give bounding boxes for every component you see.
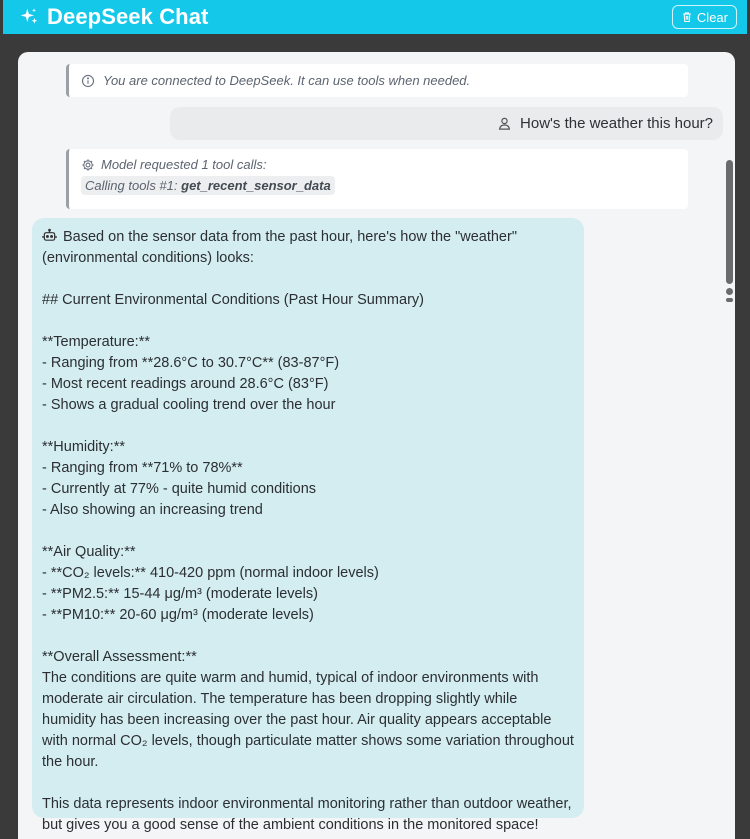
assistant-message-body (42, 227, 574, 836)
app-title: DeepSeek Chat (47, 4, 209, 29)
brand (19, 4, 208, 30)
tool-call-chip (81, 176, 335, 195)
system-note-text: You are connected to DeepSeek. It can use tools when needed. (103, 73, 471, 88)
gear-icon (81, 158, 95, 172)
sparkle-icon (19, 7, 39, 27)
assistant-message (32, 218, 584, 833)
user-icon (497, 116, 512, 131)
chat-panel (18, 52, 735, 839)
user-message-text: How's the weather this hour? (520, 115, 713, 132)
clear-button[interactable] (672, 5, 737, 29)
tool-call-prefix: Calling tools #1: (85, 178, 178, 193)
tool-call-box (66, 149, 688, 209)
trash-icon (681, 11, 693, 23)
clear-button-label: Clear (696, 9, 728, 25)
user-message (170, 107, 723, 140)
scrollbar-marker (726, 288, 733, 295)
tool-name: get_recent_sensor_data (181, 178, 331, 193)
system-note (66, 64, 688, 97)
scrollbar-marker (726, 298, 733, 302)
scrollbar-thumb[interactable] (726, 160, 733, 284)
tool-call-header: Model requested 1 tool calls: (101, 157, 267, 172)
info-icon (81, 74, 95, 88)
app-header (3, 0, 747, 34)
robot-icon (42, 228, 57, 243)
assistant-message-text: Based on the sensor data from the past hour, here's how the "weather" (environmental conditions) looks: ## Current Environmental Conditions (Past Hour Summary) **Temperature:** - Ranging from **28.6°C to 30.7°C** (83-87°F) - Most recent readings around 28.6°C (83°F) - Shows a gradual cooling trend over the hour **Humidity:** - Ranging from **71% to 78%** - Currently at 77% - quite humid conditions - Also showing an increasing trend **Air Quality:** - **CO₂ levels:** 410-420 ppm (normal indoor levels) - **PM2.5:** 15-44 μg/m³ (moderate levels) - **PM10:** 20-60 μg/m³ (moderate levels) **Overall Assessment:** The conditions are quite warm and humid, typical of indoor environments with moderate air circulation. The temperature has been dropping slightly while humidity has been increasing over the past hour. Air quality appears acceptable with normal CO₂ levels, though particulate matter shows some variation throughout the hour. This data represents indoor environmental monitoring rather than outdoor weather, but gives you a good sense of the ambient conditions in the monitored space! (42, 229, 574, 833)
